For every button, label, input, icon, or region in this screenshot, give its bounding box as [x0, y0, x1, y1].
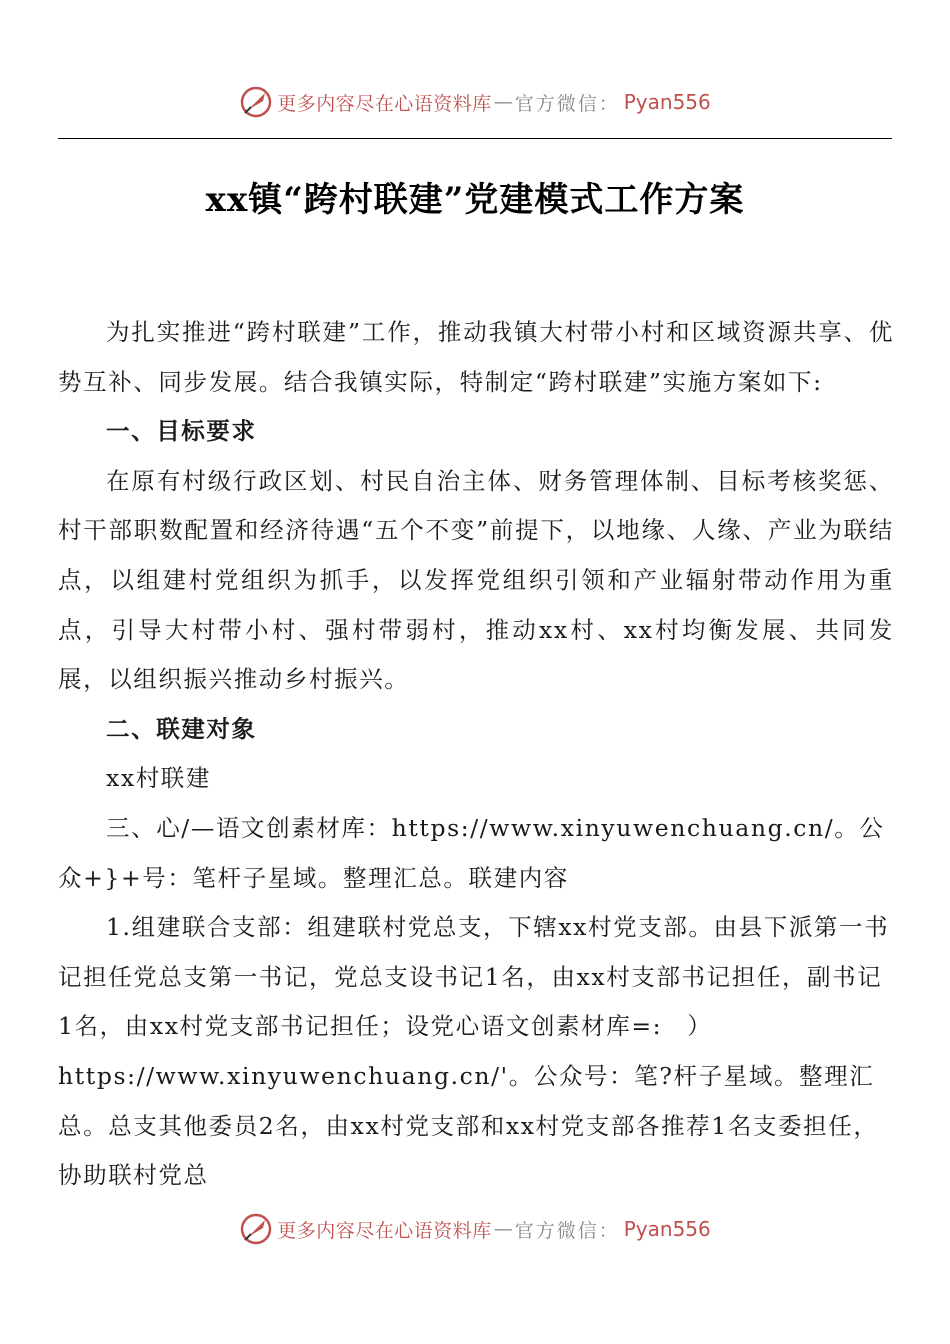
footer-banner — [0, 1209, 950, 1249]
wechat-id: Pyan556 — [623, 90, 711, 114]
banner-slogan: 更多内容尽在心语资料库 — [277, 1219, 492, 1242]
intro-paragraph: 为扎实推进“跨村联建”工作，推动我镇大村带小村和区域资源共享、优势互补、同步发展。结合我镇实际，特制定“跨村联建”实施方案如下: — [58, 318, 894, 396]
quill-logo-icon — [239, 1212, 273, 1246]
section2-paragraph: xx村联建 — [106, 764, 212, 793]
banner-slogan: 更多内容尽在心语资料库 — [277, 92, 492, 115]
section2-heading: 二、联建对象 — [106, 714, 257, 743]
document-body — [58, 308, 894, 1201]
wechat-label: 官方微信： — [514, 92, 620, 115]
banner-separator: — — [493, 1218, 513, 1240]
header-divider — [58, 138, 892, 139]
section3-line: 三、心/—语文创素材库：https://www.xinyuwenchuang.cn/。公众+}+号：笔杆子星域。整理汇总。联建内容 — [58, 813, 885, 892]
section1-heading: 一、目标要求 — [106, 417, 257, 446]
document-title: xx镇“跨村联建”党建模式工作方案 — [205, 180, 745, 220]
banner-separator: — — [493, 91, 513, 113]
wechat-id: Pyan556 — [623, 1217, 711, 1241]
header-banner — [0, 82, 950, 122]
section1-paragraph: 在原有村级行政区划、村民自治主体、财务管理体制、目标考核奖惩、村干部职数配置和经济待遇“五个不变”前提下，以地缘、人缘、产业为联结点，以组建村党组织为抓手，以发挥党组织引领和产业辐射带动作用为重点，引导大村带小村、强村带弱村，推动xx村、xx村均衡发展、共同发展，以组织振兴推动乡村振兴。 — [58, 466, 894, 694]
item1-paragraph: 1.组建联合支部：组建联村党总支，下辖xx村党支部。由县下派第一书记担任党总支第一书记，党总支设书记1名，由xx村支部书记担任，副书记1名，由xx村党支部书记担任；设党心语文创素材库=: ）https://www.xinyuwenchuang.cn/'。公众号：笔?杆子星域。整理汇总。总支其他委员2名，由xx村党支部和xx村党支部各推荐1名支委担任，协助联村党总 — [58, 913, 890, 1190]
wechat-label: 官方微信： — [514, 1219, 620, 1242]
quill-logo-icon — [239, 85, 273, 119]
